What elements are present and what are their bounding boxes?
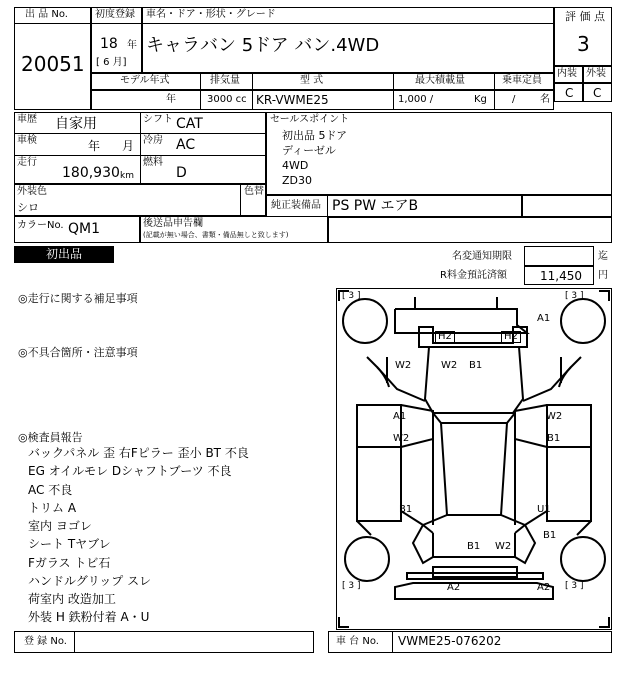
mark-u1-right: U1 xyxy=(537,504,551,515)
mark-b1-hood: B1 xyxy=(469,360,483,371)
inspector-line-2: EG オイルモレ Dシャフトブーツ 不良 xyxy=(28,464,232,478)
exterior-grade: C xyxy=(593,86,602,100)
mark-a2-right: A2 xyxy=(537,582,551,593)
equipment: PS PW エアB xyxy=(332,198,419,214)
lot-number: 20051 xyxy=(21,52,85,76)
mark-w2-right: W2 xyxy=(546,411,563,422)
first-listing-badge: 初出品 xyxy=(14,246,114,263)
model-year-unit: 年 xyxy=(166,94,176,105)
name-change-label: 名変通知期限 xyxy=(452,251,512,262)
sales-point-1: 初出品 5ドア xyxy=(282,129,348,142)
exterior-label: 外装 xyxy=(586,68,606,79)
grade-label: 評 価 点 xyxy=(565,10,605,23)
type-label: 型 式 xyxy=(300,75,324,86)
recycle-fee-label: R料金預託済額 xyxy=(440,270,507,281)
chassis-number-label: 車 台 No. xyxy=(336,636,379,647)
history: 自家用 xyxy=(55,116,97,132)
model-year-label: モデル年式 xyxy=(120,75,170,86)
ext-color-cell xyxy=(14,184,266,216)
defects-label: ◎不具合箇所・注意事項 xyxy=(18,346,138,359)
mark-b1-right: B1 xyxy=(547,433,561,444)
ac: AC xyxy=(176,137,196,153)
capacity: / xyxy=(512,94,516,105)
mark-h2-right: H2 xyxy=(501,331,521,343)
color-number: QM1 xyxy=(68,221,101,237)
registration-number-label: 登 録 No. xyxy=(24,636,67,647)
inspector-line-5: 室内 ヨゴレ xyxy=(28,519,92,533)
max-load: 1,000 / xyxy=(398,94,434,105)
sales-point-4: ZD30 xyxy=(282,174,313,187)
corner-label-top-left: [ 3 ] xyxy=(342,291,361,301)
inspector-line-7: Fガラス トビ石 xyxy=(28,556,111,570)
first-registration-label: 初度登録 xyxy=(95,9,135,20)
sales-point-2: ディーゼル xyxy=(282,144,336,157)
inspector-line-9: 荷室内 改造加工 xyxy=(28,592,116,606)
mark-b1-left-low: B1 xyxy=(399,504,413,515)
displacement: 3000 cc xyxy=(207,94,247,105)
name-change-unit: 迄 xyxy=(598,251,608,262)
recycle-fee: 11,450 xyxy=(540,269,582,283)
shift-label: シフト xyxy=(143,114,173,125)
color-change-label: 色替 xyxy=(244,186,264,197)
equipment-label: 純正装備品 xyxy=(271,200,321,211)
ext-color: シロ xyxy=(17,201,39,214)
mileage-label: 走行 xyxy=(17,157,37,168)
mark-a1-top: A1 xyxy=(537,313,551,324)
inspection-month: 月 xyxy=(122,139,135,153)
corner-label-bottom-right: [ 3 ] xyxy=(565,581,584,591)
mark-b1-rear: B1 xyxy=(467,541,481,552)
displacement-label: 排気量 xyxy=(210,75,240,86)
ext-color-label: 外装色 xyxy=(17,186,47,197)
capacity-unit: 名 xyxy=(540,94,550,105)
max-load-unit: Kg xyxy=(474,94,487,105)
capacity-label: 乗車定員 xyxy=(502,75,542,86)
registration-year-unit: 年 xyxy=(127,40,137,51)
mark-w2-hood-mid: W2 xyxy=(441,360,458,371)
fuel: D xyxy=(176,165,187,181)
van-outline-diagram xyxy=(337,289,611,629)
inspector-line-4: トリム A xyxy=(28,501,77,515)
corner-label-top-right: [ 3 ] xyxy=(565,291,584,301)
sales-points-label: セールスポイント xyxy=(270,114,350,125)
history-label: 車歴 xyxy=(17,114,37,125)
mileage: 180,930 xyxy=(62,165,120,181)
inspector-line-8: ハンドルグリップ スレ xyxy=(28,574,152,588)
registration-month: [ 6 月] xyxy=(96,57,127,68)
damage-diagram xyxy=(336,288,612,630)
mark-b1-right-low: B1 xyxy=(543,530,557,541)
sales-point-3: 4WD xyxy=(282,159,309,172)
max-load-label: 最大積載量 xyxy=(415,75,465,86)
registration-year: 18 xyxy=(100,36,118,52)
fuel-label: 燃料 xyxy=(143,157,163,168)
mark-a1-left: A1 xyxy=(393,411,407,422)
inspection-label: 車検 xyxy=(17,135,37,146)
overall-grade: 3 xyxy=(577,32,590,56)
inspector-line-3: AC 不良 xyxy=(28,483,73,497)
mileage-unit: km xyxy=(120,171,134,181)
driving-notes-label: ◎走行に関する補足事項 xyxy=(18,292,138,305)
interior-grade: C xyxy=(565,86,574,100)
documents-note: (記載が無い場合、書類・備品無しと致します) xyxy=(143,231,289,239)
documents-label: 後送品申告欄 xyxy=(143,218,203,229)
model-type: KR-VWME25 xyxy=(256,93,329,107)
mark-w2-left: W2 xyxy=(393,433,410,444)
name-change-field xyxy=(524,246,594,266)
inspector-report-label: ◎検査員報告 xyxy=(18,431,83,444)
color-number-label: カラーNo. xyxy=(17,220,64,231)
interior-label: 内装 xyxy=(557,68,577,79)
inspector-line-6: シート Tヤブレ xyxy=(28,537,111,551)
inspector-line-10: 外装 H 鉄粉付着 A・U xyxy=(28,610,150,624)
car-name-label: 車名・ドア・形状・グレード xyxy=(146,9,276,20)
mark-w2-hood-left: W2 xyxy=(395,360,412,371)
ac-label: 冷房 xyxy=(143,135,163,146)
car-name: キャラバン 5ドア バン.4WD xyxy=(146,35,380,56)
recycle-fee-unit: 円 xyxy=(598,270,608,281)
mark-w2-rear: W2 xyxy=(495,541,512,552)
inspection-year: 年 xyxy=(88,139,101,153)
lot-number-label: 出 品 No. xyxy=(25,9,68,20)
mark-h2-left: H2 xyxy=(435,331,455,343)
inspector-line-1: バックパネル 歪 右Fピラー 歪小 BT 不良 xyxy=(28,446,249,460)
mark-a2-left: A2 xyxy=(447,582,461,593)
chassis-number: VWME25-076202 xyxy=(398,634,502,648)
corner-label-bottom-left: [ 3 ] xyxy=(342,581,361,591)
shift: CAT xyxy=(176,116,203,132)
